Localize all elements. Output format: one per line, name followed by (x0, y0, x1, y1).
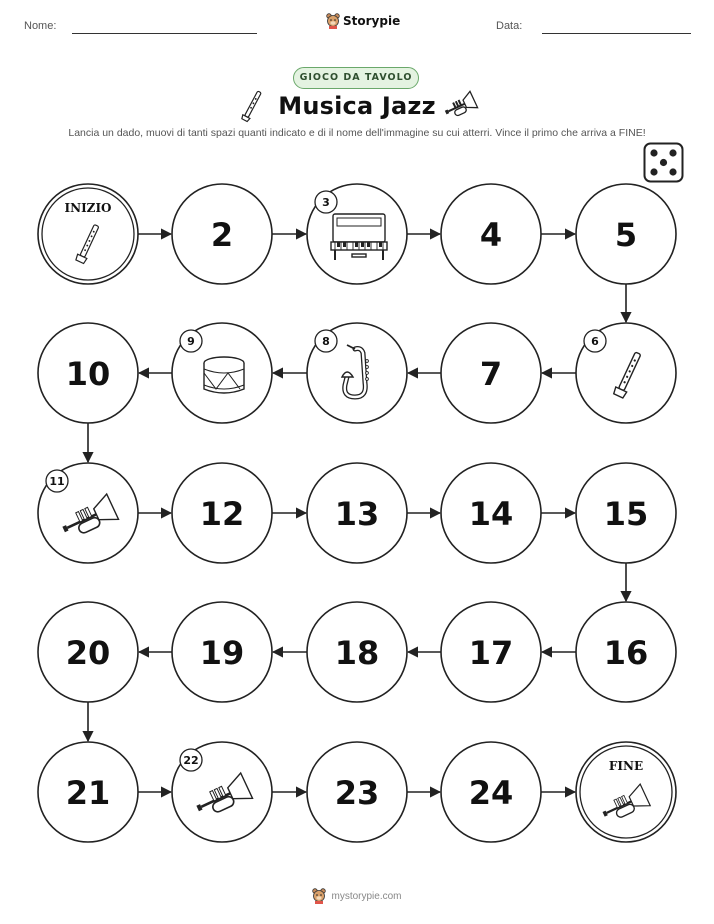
board-space-9 (172, 323, 272, 423)
board-space-4 (441, 184, 541, 284)
space-number: 11 (49, 475, 65, 488)
space-number: 14 (468, 495, 514, 533)
space-number: 20 (65, 634, 111, 672)
instructions: Lancia un dado, muovi di tanti spazi quanti indicato e di il nome dell'immagine su cui atterri. Vince il primo che arriva a FINE! (68, 127, 646, 139)
space-number: 21 (65, 774, 111, 812)
board-space-10 (38, 323, 138, 423)
space-number: 18 (334, 634, 380, 672)
space-number: 22 (183, 754, 199, 767)
board-space-24 (441, 742, 541, 842)
board-space-19 (172, 602, 272, 702)
space-number: 24 (468, 774, 514, 812)
board-space-13 (307, 463, 407, 563)
space-number: 5 (614, 216, 638, 254)
space-circle (576, 742, 676, 842)
page-title: Musica Jazz (278, 92, 436, 120)
board-space-11 (38, 463, 138, 563)
space-number: 6 (591, 335, 599, 348)
space-number: 10 (65, 355, 111, 393)
board-space-6 (576, 323, 676, 423)
board-space-21 (38, 742, 138, 842)
board-space-14 (441, 463, 541, 563)
space-number: 12 (199, 495, 245, 533)
name-label: Nome: (24, 20, 57, 32)
game-type-badge: GIOCO DA TAVOLO (293, 67, 419, 89)
space-number: 3 (322, 196, 330, 209)
space-number: 16 (603, 634, 649, 672)
board-space-25 (576, 742, 676, 842)
space-label: INIZIO (64, 201, 112, 215)
space-circle (38, 184, 138, 284)
board-space-22 (172, 742, 272, 842)
board-space-1 (38, 184, 138, 284)
space-number: 17 (468, 634, 514, 672)
board-space-8 (307, 323, 407, 423)
space-number: 9 (187, 335, 195, 348)
board-space-23 (307, 742, 407, 842)
board-space-15 (576, 463, 676, 563)
space-label: FINE (608, 759, 644, 773)
board-space-12 (172, 463, 272, 563)
date-label: Data: (496, 20, 523, 32)
bear-mascot-icon (312, 888, 326, 904)
board-space-16 (576, 602, 676, 702)
board-space-20 (38, 602, 138, 702)
brand-name: Storypie (343, 14, 401, 28)
space-number: 4 (479, 216, 503, 254)
space-number: 13 (334, 495, 380, 533)
drum-icon (204, 357, 244, 393)
space-number: 19 (199, 634, 245, 672)
space-number: 15 (603, 495, 649, 533)
board-space-3 (307, 184, 407, 284)
board-space-18 (307, 602, 407, 702)
footer (0, 888, 714, 904)
board-space-2 (172, 184, 272, 284)
footer-url: mystorypie.com (331, 890, 402, 902)
board-space-5 (576, 184, 676, 284)
space-number: 8 (322, 335, 330, 348)
space-number: 2 (210, 216, 234, 254)
board-space-17 (441, 602, 541, 702)
space-number: 7 (479, 355, 503, 393)
board-space-7 (441, 323, 541, 423)
space-number: 23 (334, 774, 380, 812)
